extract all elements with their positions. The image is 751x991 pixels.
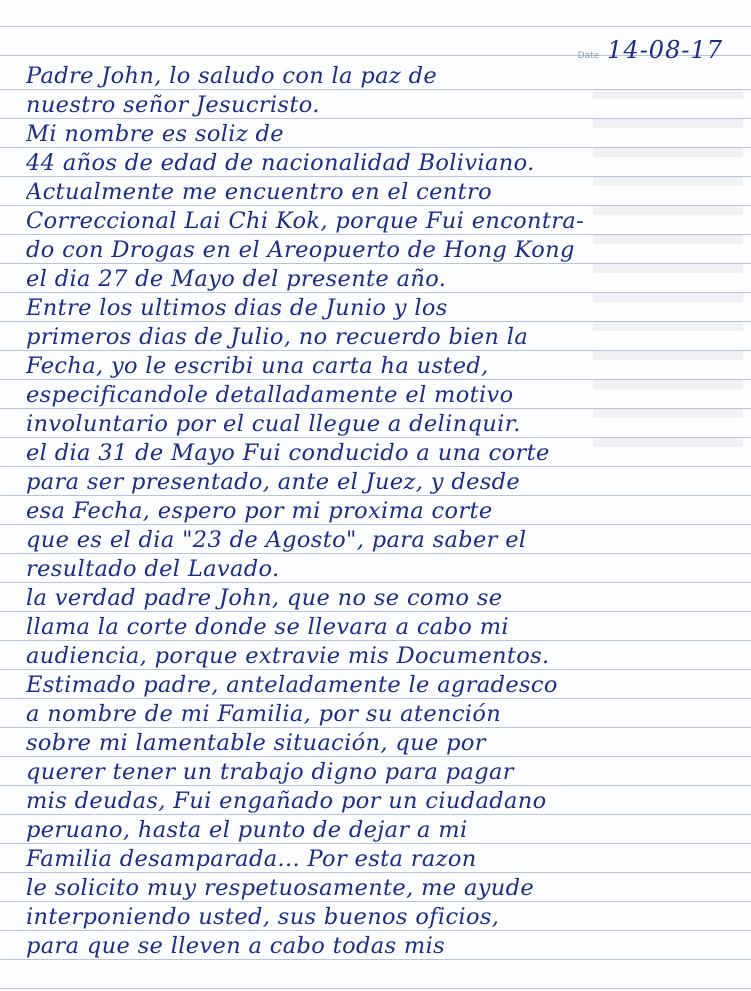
letter-line: Familia desamparada... Por esta razon: [26, 846, 477, 872]
letter-line: Mi nombre es soliz de: [26, 121, 284, 147]
date-field: [578, 36, 723, 64]
letter-line: Fecha, yo le escribi una carta ha usted,: [26, 353, 489, 379]
letter-line: sobre mi lamentable situación, que por: [26, 730, 486, 756]
letter-line: Estimado padre, anteladamente le agradesco: [26, 672, 558, 698]
letter-line: querer tener un trabajo digno para pagar: [26, 759, 514, 785]
letter-body: [26, 62, 737, 961]
letter-line: do con Drogas en el Areopuerto de Hong Kong: [26, 237, 575, 263]
date-label: Date: [577, 51, 600, 61]
letter-line: nuestro señor Jesucristo.: [26, 92, 320, 118]
letter-line: mis deudas, Fui engañado por un ciudadano: [26, 788, 547, 814]
letter-line: para ser presentado, ante el Juez, y desde: [26, 469, 521, 495]
letter-line: el dia 27 de Mayo del presente año.: [26, 266, 447, 292]
letter-line: resultado del Lavado.: [26, 556, 280, 582]
letter-line: para que se lleven a cabo todas mis: [26, 933, 446, 959]
letter-line: involuntario por el cual llegue a delinquir.: [26, 411, 521, 437]
letter-line: llama la corte donde se llevara a cabo mi: [26, 614, 509, 640]
letter-line: a nombre de mi Familia, por su atención: [26, 701, 502, 727]
letter-line: primeros dias de Julio, no recuerdo bien la: [26, 324, 529, 350]
letter-line: 44 años de edad de nacionalidad Boliviano.: [26, 150, 535, 176]
letter-line: que es el dia "23 de Agosto", para saber el: [26, 527, 527, 553]
date-value: 14-08-17: [607, 36, 723, 64]
letter-line: la verdad padre John, que no se como se: [26, 585, 503, 611]
letter-line: audiencia, porque extravie mis Documentos.: [26, 643, 550, 669]
letter-line: peruano, hasta el punto de dejar a mi: [26, 817, 468, 843]
letter-line: le solicito muy respetuosamente, me ayude: [26, 875, 535, 901]
letter-line: Correccional Lai Chi Kok, porque Fui encontra-: [26, 208, 585, 234]
letter-line: Padre John, lo saludo con la paz de: [26, 63, 438, 89]
letter-line: esa Fecha, espero por mi proxima corte: [26, 498, 493, 524]
letter-line: Actualmente me encuentro en el centro: [26, 179, 492, 205]
letter-line: el dia 31 de Mayo Fui conducido a una corte: [26, 440, 550, 466]
letter-line: especificandole detalladamente el motivo: [26, 382, 514, 408]
letter-line: Entre los ultimos dias de Junio y los: [26, 295, 448, 321]
letter-line: interponiendo usted, sus buenos oficios,: [26, 904, 500, 930]
